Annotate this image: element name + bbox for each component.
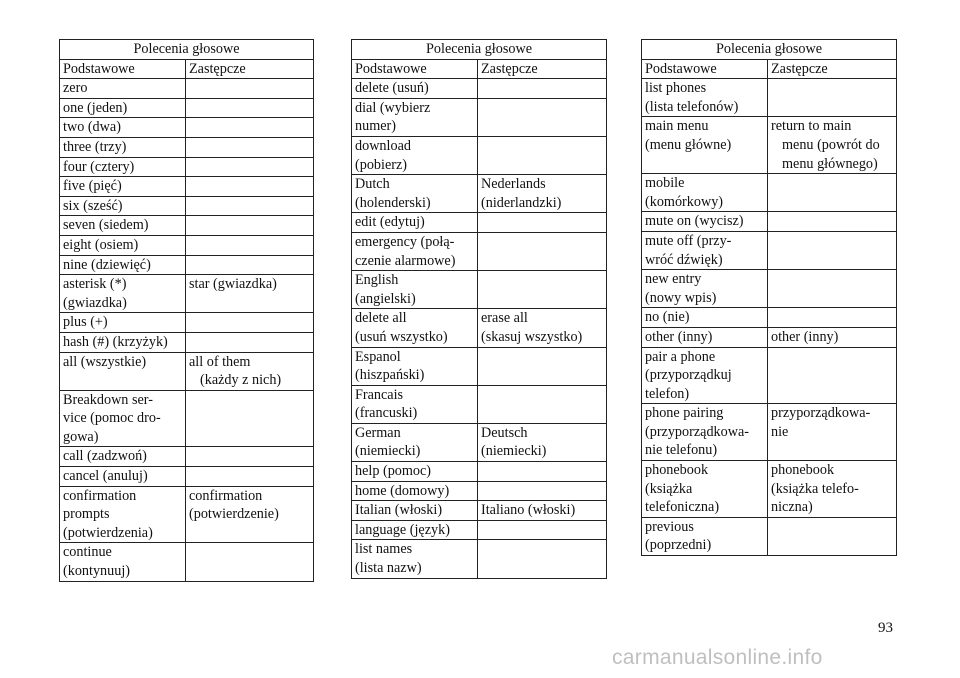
table-row [352,136,607,174]
table-row [642,79,897,117]
basic-command-cell: delete (usuń) [352,79,478,99]
table-row [642,461,897,518]
basic-command-cell: call (zadzwoń) [60,447,186,467]
column-header-basic: Podstawowe [642,59,768,79]
alternative-command-cell [186,137,314,157]
alternative-command-cell: confirmation (potwierdzenie) [186,486,314,543]
alternative-command-cell [186,157,314,177]
alternative-command-cell [186,79,314,99]
basic-command-cell: phonebook (książka telefoniczna) [642,461,768,518]
alternative-command-cell: star (gwiazdka) [186,275,314,313]
basic-command-cell: eight (osiem) [60,235,186,255]
alternative-command-cell: przyporządkowa- nie [768,404,897,461]
basic-command-cell: two (dwa) [60,118,186,138]
alternative-command-cell [186,390,314,447]
table-row [352,98,607,136]
table-row [642,212,897,232]
basic-command-cell: emergency (połą- czenie alarmowe) [352,232,478,270]
table-row [352,520,607,540]
table-row [642,347,897,404]
alternative-command-cell [768,347,897,404]
alternative-command-cell [186,313,314,333]
basic-command-cell: Espanol (hiszpański) [352,347,478,385]
table-row [352,385,607,423]
basic-command-cell: English (angielski) [352,271,478,309]
basic-command-cell: seven (siedem) [60,216,186,236]
table-title: Polecenia głosowe [60,40,314,60]
basic-command-cell: Francais (francuski) [352,385,478,423]
basic-command-cell: four (cztery) [60,157,186,177]
table-row [352,540,607,578]
table-row [352,423,607,461]
basic-command-cell: help (pomoc) [352,462,478,482]
basic-command-cell: continue (kontynuuj) [60,543,186,581]
alternative-command-cell [768,308,897,328]
basic-command-cell: previous (poprzedni) [642,517,768,555]
alternative-command-cell [478,271,607,309]
table-body [352,79,607,578]
voice-commands-table-2 [351,39,607,579]
alternative-command-cell [186,447,314,467]
alternative-command-cell: phonebook (książka telefo- niczna) [768,461,897,518]
table-row [352,213,607,233]
alternative-command-cell [478,213,607,233]
table-row [60,98,314,118]
table-row [642,327,897,347]
table-row [352,175,607,213]
table-row [60,118,314,138]
page-number: 93 [878,620,893,636]
alternative-command-cell [478,136,607,174]
table-row [60,177,314,197]
alternative-command-cell [478,462,607,482]
table-row [60,313,314,333]
table-row [60,352,314,390]
table-row [60,216,314,236]
basic-command-cell: new entry (nowy wpis) [642,270,768,308]
table-row [352,501,607,521]
basic-command-cell: Dutch (holenderski) [352,175,478,213]
basic-command-cell: main menu (menu główne) [642,117,768,174]
table-row [60,332,314,352]
alternative-command-cell [478,347,607,385]
alternative-command-cell [186,332,314,352]
table-row [60,255,314,275]
table-row [642,308,897,328]
basic-command-cell: three (trzy) [60,137,186,157]
basic-command-cell: one (jeden) [60,98,186,118]
table-row [642,270,897,308]
table-body [60,79,314,581]
basic-command-cell: Breakdown ser- vice (pomoc dro- gowa) [60,390,186,447]
basic-command-cell: mute on (wycisz) [642,212,768,232]
alternative-command-cell [768,212,897,232]
basic-command-cell: six (sześć) [60,196,186,216]
basic-command-cell: cancel (anuluj) [60,467,186,487]
table-row [352,347,607,385]
basic-command-cell: dial (wybierz numer) [352,98,478,136]
voice-commands-table-1 [59,39,314,582]
column-header-basic: Podstawowe [352,59,478,79]
table-row [60,467,314,487]
basic-command-cell: all (wszystkie) [60,352,186,390]
basic-command-cell: plus (+) [60,313,186,333]
alternative-command-cell [186,543,314,581]
basic-command-cell: confirmation prompts (potwierdzenia) [60,486,186,543]
table-row [352,462,607,482]
alternative-command-cell [478,232,607,270]
table-row [352,309,607,347]
table-title: Polecenia głosowe [352,40,607,60]
table-row [352,79,607,99]
alternative-command-cell [186,255,314,275]
table-row [60,486,314,543]
alternative-command-cell [768,79,897,117]
alternative-command-cell [186,196,314,216]
table-row [352,232,607,270]
table-body [642,79,897,556]
basic-command-cell: other (inny) [642,327,768,347]
basic-command-cell: pair a phone (przyporządkuj telefon) [642,347,768,404]
basic-command-cell: German (niemiecki) [352,423,478,461]
alternative-command-cell: other (inny) [768,327,897,347]
basic-command-cell: hash (#) (krzyżyk) [60,332,186,352]
basic-command-cell: no (nie) [642,308,768,328]
basic-command-cell: list names (lista nazw) [352,540,478,578]
basic-command-cell: download (pobierz) [352,136,478,174]
basic-command-cell: edit (edytuj) [352,213,478,233]
table-row [60,390,314,447]
table-row [60,79,314,99]
basic-command-cell: five (pięć) [60,177,186,197]
table-row [60,137,314,157]
table-row [60,447,314,467]
alternative-command-cell [768,270,897,308]
alternative-command-cell: Italiano (włoski) [478,501,607,521]
basic-command-cell: home (domowy) [352,481,478,501]
table-row [60,543,314,581]
alternative-command-cell [768,174,897,212]
table-row [642,404,897,461]
watermark: carmanualsonline.info [612,646,823,669]
alternative-command-cell [478,520,607,540]
alternative-command-cell [186,118,314,138]
column-header-alternative: Zastępcze [768,59,897,79]
table-title: Polecenia głosowe [642,40,897,60]
alternative-command-cell [768,517,897,555]
alternative-command-cell: Nederlands (niderlandzki) [478,175,607,213]
table-row [352,271,607,309]
alternative-command-cell: erase all (skasuj wszystko) [478,309,607,347]
alternative-command-cell [186,98,314,118]
table-row [642,517,897,555]
alternative-command-cell: all of them (każdy z nich) [186,352,314,390]
table-row [642,231,897,269]
table-row [352,481,607,501]
column-header-basic: Podstawowe [60,59,186,79]
alternative-command-cell [478,98,607,136]
basic-command-cell: phone pairing (przyporządkowa- nie telefonu) [642,404,768,461]
alternative-command-cell [478,385,607,423]
basic-command-cell: nine (dziewięć) [60,255,186,275]
alternative-command-cell [478,481,607,501]
column-header-alternative: Zastępcze [186,59,314,79]
table-row [60,196,314,216]
basic-command-cell: mute off (przy- wróć dźwięk) [642,231,768,269]
alternative-command-cell [186,177,314,197]
basic-command-cell: Italian (włoski) [352,501,478,521]
alternative-command-cell [186,235,314,255]
column-header-alternative: Zastępcze [478,59,607,79]
basic-command-cell: asterisk (*) (gwiazdka) [60,275,186,313]
basic-command-cell: language (język) [352,520,478,540]
basic-command-cell: zero [60,79,186,99]
alternative-command-cell: Deutsch (niemiecki) [478,423,607,461]
table-row [642,174,897,212]
table-row [642,117,897,174]
basic-command-cell: mobile (komórkowy) [642,174,768,212]
alternative-command-cell [186,216,314,236]
table-row [60,235,314,255]
table-row [60,275,314,313]
alternative-command-cell [478,79,607,99]
alternative-command-cell [186,467,314,487]
basic-command-cell: list phones (lista telefonów) [642,79,768,117]
table-row [60,157,314,177]
voice-commands-table-3 [641,39,897,556]
alternative-command-cell [478,540,607,578]
alternative-command-cell: return to main menu (powrót do menu głównego) [768,117,897,174]
alternative-command-cell [768,231,897,269]
basic-command-cell: delete all (usuń wszystko) [352,309,478,347]
